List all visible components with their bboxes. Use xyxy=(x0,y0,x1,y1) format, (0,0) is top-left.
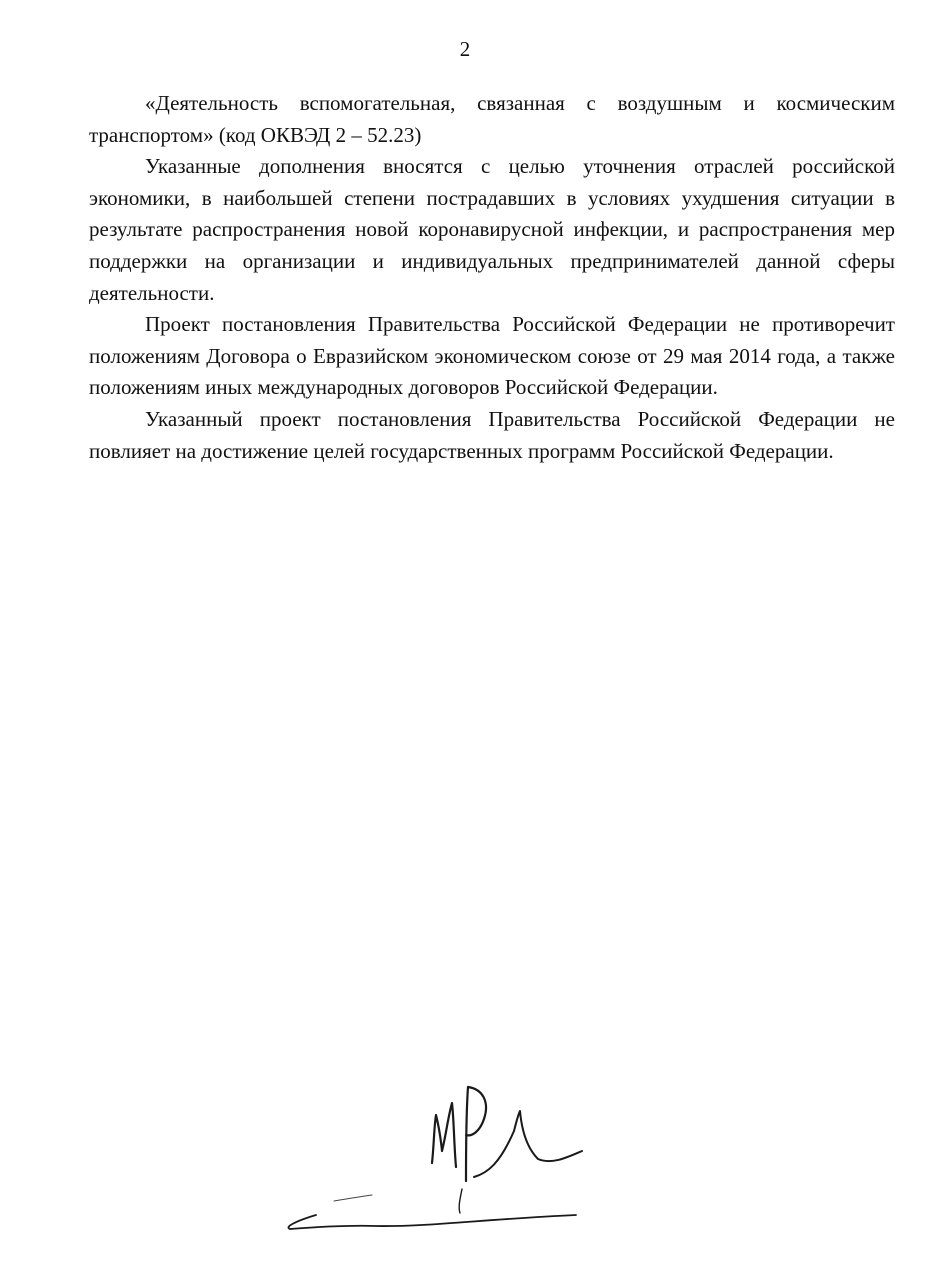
paragraph-amendments-purpose: Указанные дополнения вносятся с целью уточнения отраслей российской экономики, в наибольшей степени пострадавших в условиях ухудшения ситуации в результате распространения новой коронавирусной инфекции, и распространения мер поддержки на организации и индивидуальных предпринимателей данной сферы деятельности. xyxy=(89,154,895,305)
paragraph-state-programs: Указанный проект постановления Правительства Российской Федерации не повлияет на достижение целей государственных программ Российской Федерации. xyxy=(89,406,895,463)
page-number: 2 xyxy=(459,37,471,61)
signature-underline xyxy=(288,1215,576,1229)
paragraph-international-compliance: Проект постановления Правительства Российской Федерации не противоречит положениям Договора о Евразийском экономическом союзе от 29 мая 2014 года, а также положениям иных международных договоров Российской Федерации. xyxy=(89,312,895,400)
document-body xyxy=(89,88,895,467)
signature-flourish xyxy=(474,1111,582,1177)
handwritten-signature xyxy=(276,1075,596,1235)
signature-letter-p xyxy=(466,1087,486,1181)
paragraph-okved-activity: «Деятельность вспомогательная, связанная с воздушным и космическим транспортом» (код ОКВЭД 2 – 52.23) xyxy=(89,91,895,147)
signature-letter-m xyxy=(432,1103,456,1167)
signature-stroke-extra xyxy=(459,1189,462,1213)
signature-dash xyxy=(334,1195,372,1201)
